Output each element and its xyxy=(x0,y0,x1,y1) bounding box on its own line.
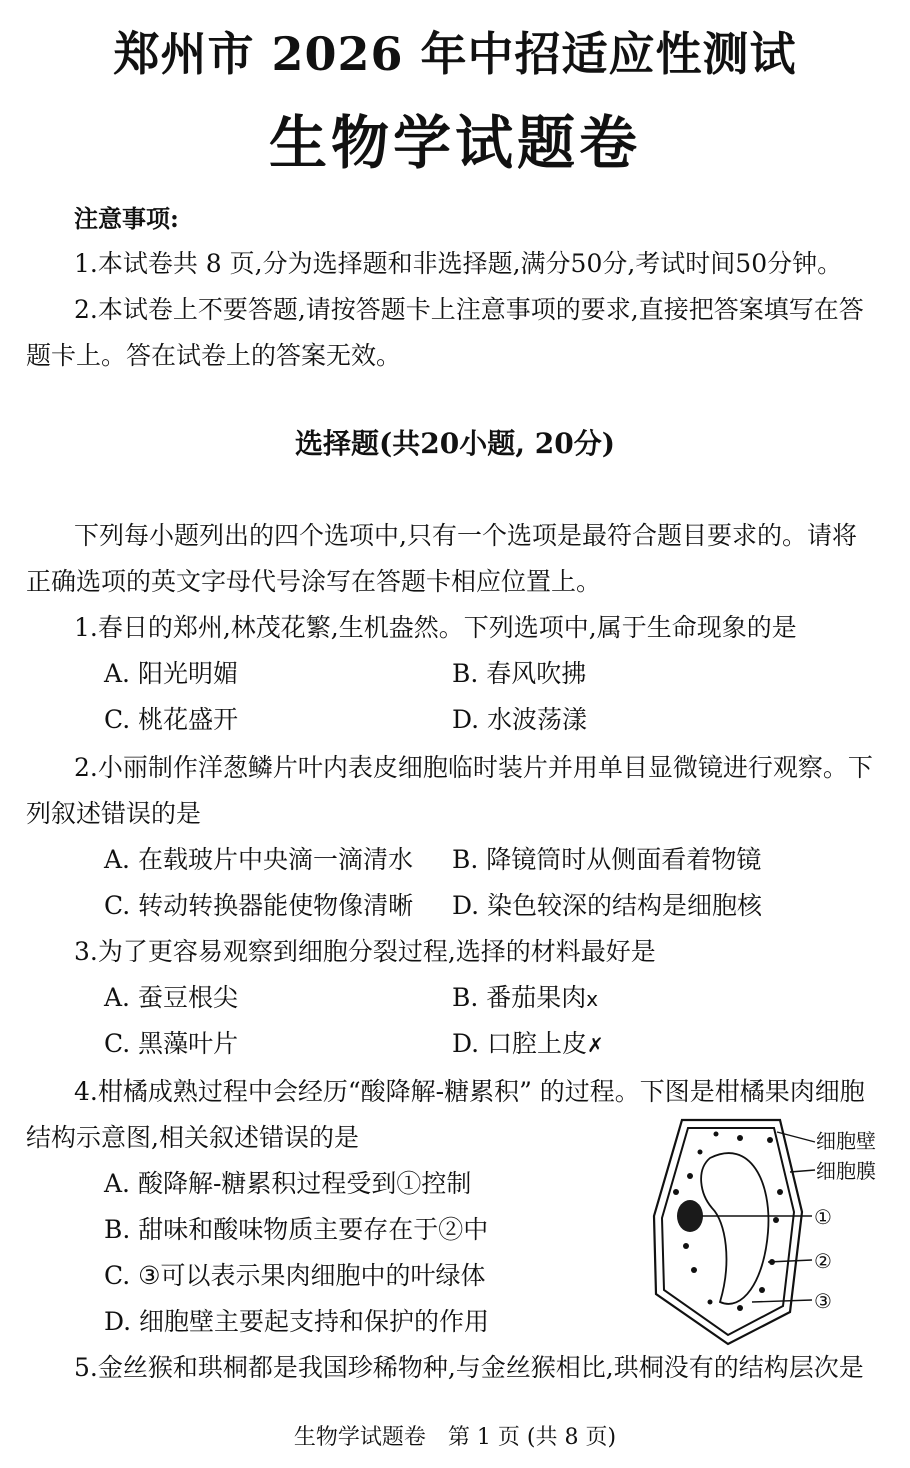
notice-item-2: 2.本试卷上不要答题,请按答题卡上注意事项的要求,直接把答案填写在答 xyxy=(74,295,864,324)
question-3-stem: 3.为了更容易观察到细胞分裂过程,选择的材料最好是 xyxy=(74,937,656,966)
question-2-stem: 2.小丽制作洋葱鳞片叶内表皮细胞临时装片并用单目显微镜进行观察。下 xyxy=(74,753,873,782)
question-2-stem-cont: 列叙述错误的是 xyxy=(26,799,202,828)
question-2-option-a: A. 在载玻片中央滴一滴清水 xyxy=(104,845,413,874)
nucleus xyxy=(677,1200,703,1232)
label-cell-membrane: 细胞膜 xyxy=(816,1159,876,1183)
question-3-option-c: C. 黑藻叶片 xyxy=(104,1029,239,1058)
exam-title: 郑州市 2026 年中招适应性测试 xyxy=(113,27,797,81)
notice-item-2-cont: 题卡上。答在试卷上的答案无效。 xyxy=(26,341,402,370)
question-3-option-b: B. 番茄果肉 xyxy=(452,983,587,1012)
label-organelle-3: ③ xyxy=(814,1289,832,1313)
handwritten-mark-d: ✗ xyxy=(587,1033,604,1057)
question-3-option-d-wrap xyxy=(452,1028,604,1061)
notice-item-1: 1.本试卷共 8 页,分为选择题和非选择题,满分50分,考试时间50分钟。 xyxy=(74,249,843,278)
label-nucleus-1: ① xyxy=(814,1205,832,1229)
question-3-option-b-wrap xyxy=(452,982,598,1015)
question-4-option-b: B. 甜味和酸味物质主要存在于②中 xyxy=(104,1215,489,1244)
handwritten-mark-b: x xyxy=(586,987,599,1011)
question-1-option-d: D. 水波荡漾 xyxy=(452,705,588,734)
question-1-option-c: C. 桃花盛开 xyxy=(104,705,239,734)
question-1-stem: 1.春日的郑州,林茂花繁,生机盎然。下列选项中,属于生命现象的是 xyxy=(74,613,797,642)
question-4-option-c: C. ③可以表示果肉细胞中的叶绿体 xyxy=(104,1261,486,1290)
label-vacuole-2: ② xyxy=(814,1249,832,1273)
question-4-option-a: A. 酸降解-糖累积过程受到①控制 xyxy=(104,1169,472,1198)
cell-diagram xyxy=(640,1112,890,1352)
question-2-option-d: D. 染色较深的结构是细胞核 xyxy=(452,891,763,920)
question-3-option-a: A. 蚕豆根尖 xyxy=(104,983,238,1012)
exam-subtitle: 生物学试题卷 xyxy=(268,109,641,177)
question-1-option-a: A. 阳光明媚 xyxy=(104,659,238,688)
page-footer: 生物学试题卷 第 1 页 (共 8 页) xyxy=(293,1425,617,1450)
question-3-option-d: D. 口腔上皮 xyxy=(452,1029,588,1058)
question-2-option-b: B. 降镜筒时从侧面看着物镜 xyxy=(452,845,762,874)
question-4-option-d: D. 细胞壁主要起支持和保护的作用 xyxy=(104,1307,490,1336)
section-heading: 选择题(共20小题, 20分) xyxy=(295,427,615,460)
question-5-stem: 5.金丝猴和珙桐都是我国珍稀物种,与金丝猴相比,珙桐没有的结构层次是 xyxy=(74,1353,864,1382)
section-instruction-2: 正确选项的英文字母代号涂写在答题卡相应位置上。 xyxy=(26,567,602,596)
notice-heading: 注意事项: xyxy=(74,204,179,233)
cell-diagram-svg xyxy=(640,1112,890,1352)
question-4-stem-cont: 结构示意图,相关叙述错误的是 xyxy=(26,1123,359,1152)
section-instruction-1: 下列每小题列出的四个选项中,只有一个选项是最符合题目要求的。请将 xyxy=(74,521,857,550)
question-4-stem: 4.柑橘成熟过程中会经历“酸降解-糖累积” 的过程。下图是柑橘果肉细胞 xyxy=(74,1077,865,1106)
question-2-option-c: C. 转动转换器能使物像清晰 xyxy=(104,891,414,920)
label-cell-wall: 细胞壁 xyxy=(816,1129,876,1153)
question-1-option-b: B. 春风吹拂 xyxy=(452,659,587,688)
vacuole xyxy=(701,1153,768,1304)
